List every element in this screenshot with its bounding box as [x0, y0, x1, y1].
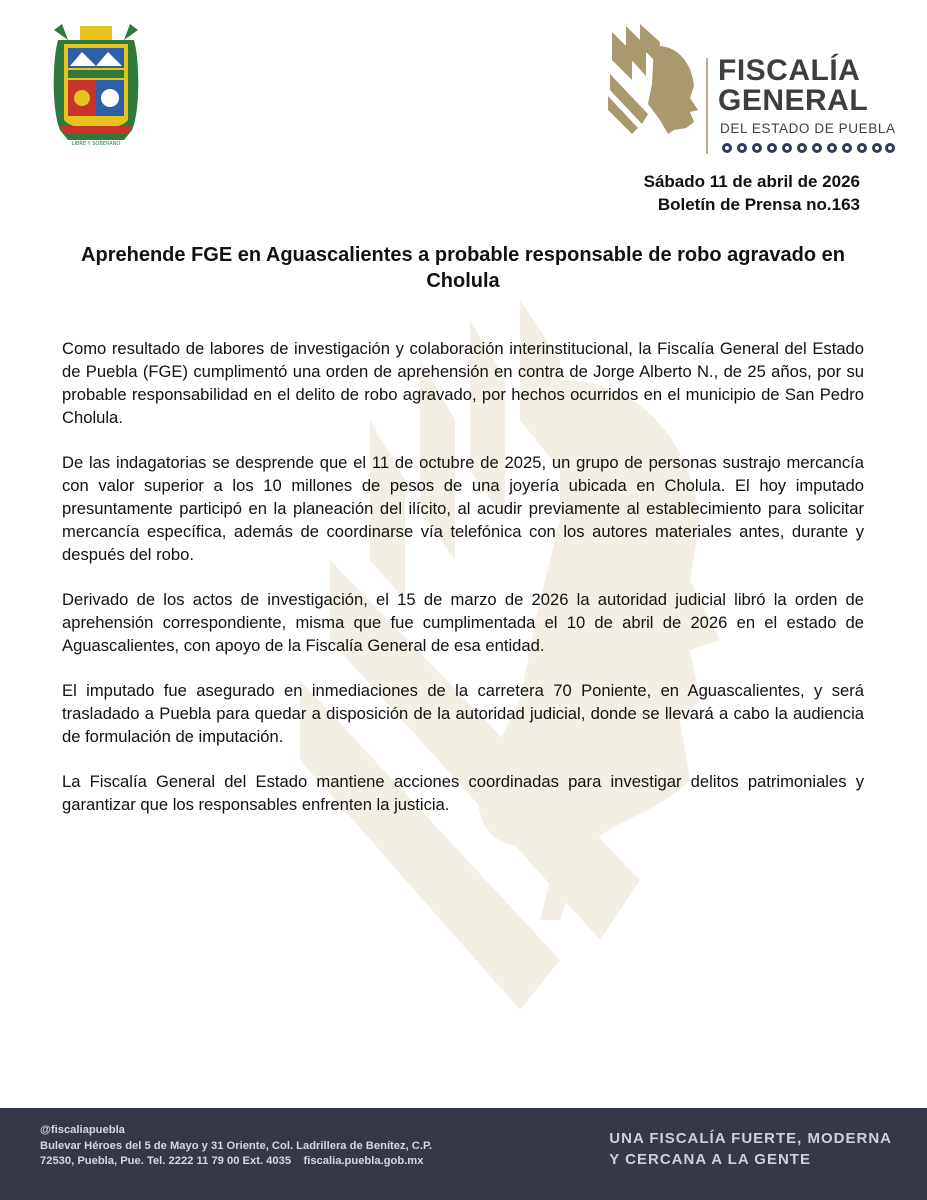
slogan-line-1: UNA FISCALÍA FUERTE, MODERNA: [609, 1130, 892, 1147]
footer: [0, 1108, 927, 1200]
press-release-title: Aprehende FGE en Aguascalientes a probable responsable de robo agravado en Cholula: [81, 244, 845, 292]
bulletin-date: Sábado 11 de abril de 2026: [643, 172, 860, 191]
body-paragraph: Derivado de los actos de investigación, el 15 de marzo de 2026 la autoridad judicial libró la orden de aprehensión correspondiente, misma que fue cumplimentada el 10 de abril de 2026 en el estado de Aguascalientes, con apoyo de la Fiscalía General de esa entidad.: [62, 590, 864, 655]
address-line-1: Bulevar Héroes del 5 de Mayo y 31 Oriente, Col. Ladrillera de Benítez, C.P.: [40, 1139, 433, 1152]
logo-divider: [706, 58, 708, 154]
footer-slogan: [609, 1128, 892, 1170]
body-paragraph: La Fiscalía General del Estado mantiene acciones coordinadas para investigar delitos patrimoniales y garantizar que los responsables enfrenten la justicia.: [62, 772, 864, 814]
svg-text:LIBRE Y SOBERANO: LIBRE Y SOBERANO: [71, 141, 121, 147]
address-line-2: 72530, Puebla, Pue. Tel. 2222 11 79 00 Ext. 4035 fiscalia.puebla.gob.mx: [40, 1155, 424, 1167]
bulletin-header: [644, 170, 860, 216]
logo-title: [718, 56, 868, 116]
fiscalia-head-icon: [608, 24, 708, 134]
footer-contact: [40, 1123, 432, 1170]
logo-title-line2: GENERAL: [718, 84, 869, 117]
body-paragraph: El imputado fue asegurado en inmediaciones de la carretera 70 Poniente, en Aguascalientes, y será trasladado a Puebla para quedar a disposición de la autoridad judicial, donde se llevará a cabo la audiencia de formulación de imputación.: [62, 681, 864, 746]
logo-subtitle: DEL ESTADO DE PUEBLA: [720, 121, 896, 136]
puebla-state-crest-icon: [50, 22, 142, 147]
press-release-body: [62, 337, 864, 838]
social-handle: @fiscaliapuebla: [40, 1124, 125, 1136]
decorative-pattern-icon: [720, 141, 896, 155]
logo-title-line1: FISCALÍA: [718, 54, 861, 87]
body-paragraph: De las indagatorias se desprende que el 11 de octubre de 2025, un grupo de personas sustrajo mercancía con valor superior a los 10 millones de pesos de una joyería ubicada en Cholula. El hoy imputado presuntamente participó en la planeación del ilícito, al acudir previamente al establecimiento para solicitar mercancía específica, además de coordinarse vía telefónica con los autores materiales antes, durante y después del robo.: [62, 453, 864, 564]
fiscalia-logo: [608, 24, 898, 136]
body-paragraph: Como resultado de labores de investigación y colaboración interinstitucional, la Fiscalía General del Estado de Puebla (FGE) cumplimentó una orden de aprehensión en contra de Jorge Alberto N., de 25 años, por su probable responsabilidad en el delito de robo agravado, por hechos ocurridos en el municipio de San Pedro Cholula.: [62, 339, 864, 427]
bulletin-number: Boletín de Prensa no.163: [657, 195, 860, 214]
slogan-line-2: Y CERCANA A LA GENTE: [609, 1151, 811, 1168]
